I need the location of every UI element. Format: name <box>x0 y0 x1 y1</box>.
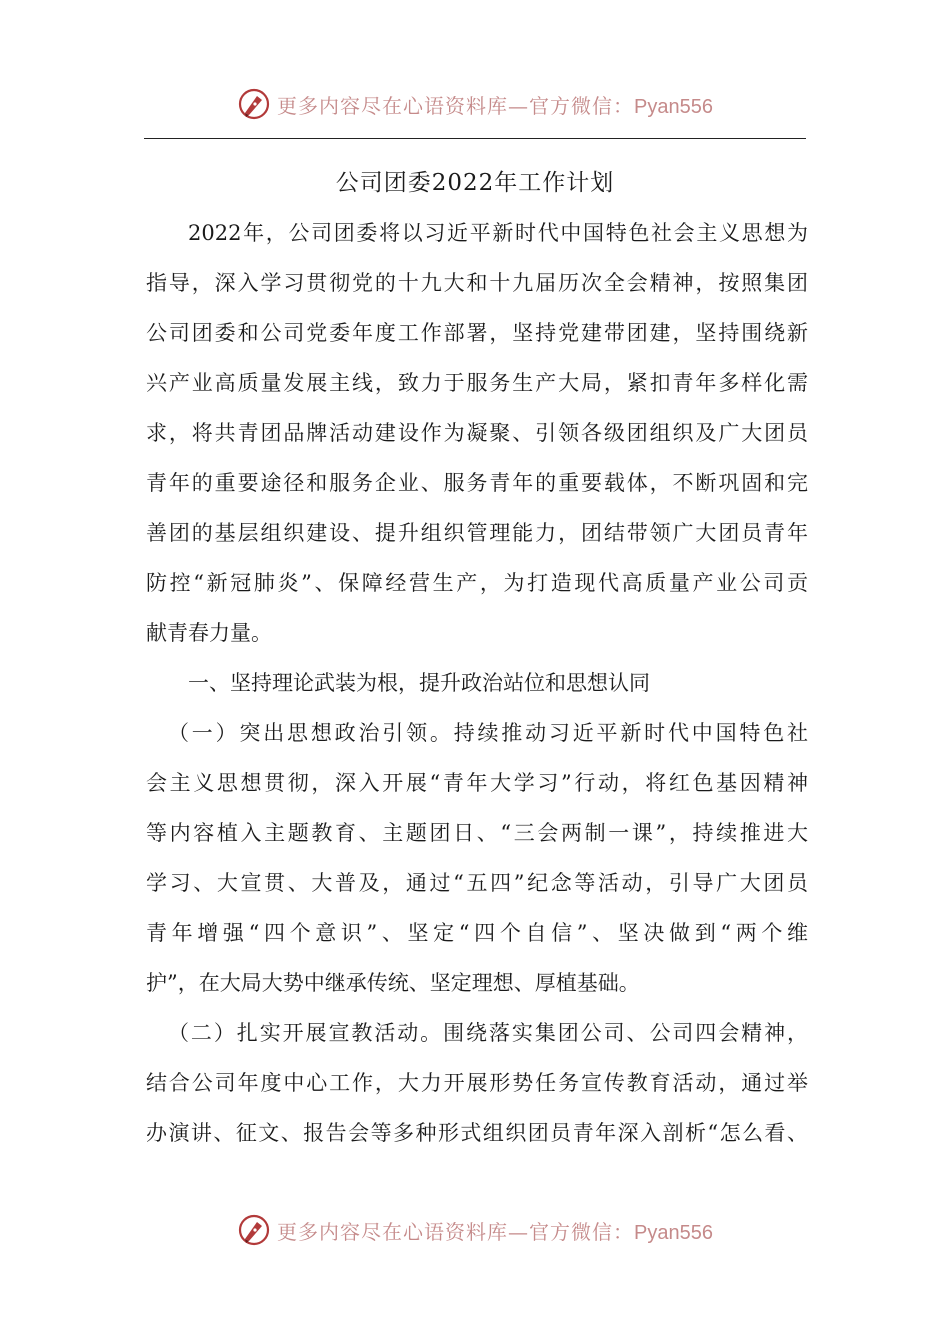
header-divider <box>144 138 806 139</box>
body-line: 青年增强“四个意识”、坚定“四个自信”、坚决做到“两个维 <box>146 921 808 945</box>
pen-nib-logo-icon <box>237 87 271 121</box>
body-line: 青年的重要途径和服务企业、服务青年的重要载体，不断巩固和完 <box>146 471 808 495</box>
body-line: 护”，在大局大势中继承传统、坚定理想、厚植基础。 <box>146 971 640 995</box>
pen-nib-logo-icon <box>237 1213 271 1247</box>
body-line: （一）突出思想政治引领。持续推动习近平新时代中国特色社 <box>168 721 808 745</box>
watermark-text: 更多内容尽在心语资料库—官方微信：Pyan556 <box>277 1219 713 1244</box>
watermark-id: Pyan556 <box>634 1221 713 1244</box>
body-line: 兴产业高质量发展主线，致力于服务生产大局，紧扣青年多样化需 <box>146 371 808 395</box>
watermark-id: Pyan556 <box>634 95 713 118</box>
body-line: 学习、大宣贯、大普及，通过“五四”纪念等活动，引导广大团员 <box>146 871 808 895</box>
footer-watermark <box>0 1210 950 1250</box>
body-line: 防控“新冠肺炎”、保障经营生产，为打造现代高质量产业公司贡 <box>146 571 808 595</box>
body-line: 求，将共青团品牌活动建设作为凝聚、引领各级团组织及广大团员 <box>146 421 808 445</box>
body-line: 公司团委和公司党委年度工作部署，坚持党建带团建，坚持围绕新 <box>146 321 808 345</box>
body-line: 等内容植入主题教育、主题团日、“三会两制一课”，持续推进大 <box>146 821 808 845</box>
watermark-text: 更多内容尽在心语资料库—官方微信：Pyan556 <box>277 93 713 118</box>
body-line: 结合公司年度中心工作，大力开展形势任务宣传教育活动，通过举 <box>146 1071 808 1095</box>
body-line: 指导，深入学习贯彻党的十九大和十九届历次全会精神，按照集团 <box>146 271 808 295</box>
body-line: 办演讲、征文、报告会等多种形式组织团员青年深入剖析“怎么看、 <box>146 1121 808 1145</box>
body-line: （二）扎实开展宣教活动。围绕落实集团公司、公司四会精神， <box>168 1021 808 1045</box>
page-title: 公司团委2022年工作计划 <box>335 170 615 196</box>
body-line: 献青春力量。 <box>146 621 272 645</box>
body-line: 会主义思想贯彻，深入开展“青年大学习”行动，将红色基因精神 <box>146 771 808 795</box>
body-line: 善团的基层组织建设、提升组织管理能力，团结带领广大团员青年 <box>146 521 808 545</box>
section-heading: 一、坚持理论武装为根，提升政治站位和思想认同 <box>188 671 650 695</box>
header-watermark <box>0 84 950 124</box>
body-line: 2022年，公司团委将以习近平新时代中国特色社会主义思想为 <box>188 221 808 245</box>
